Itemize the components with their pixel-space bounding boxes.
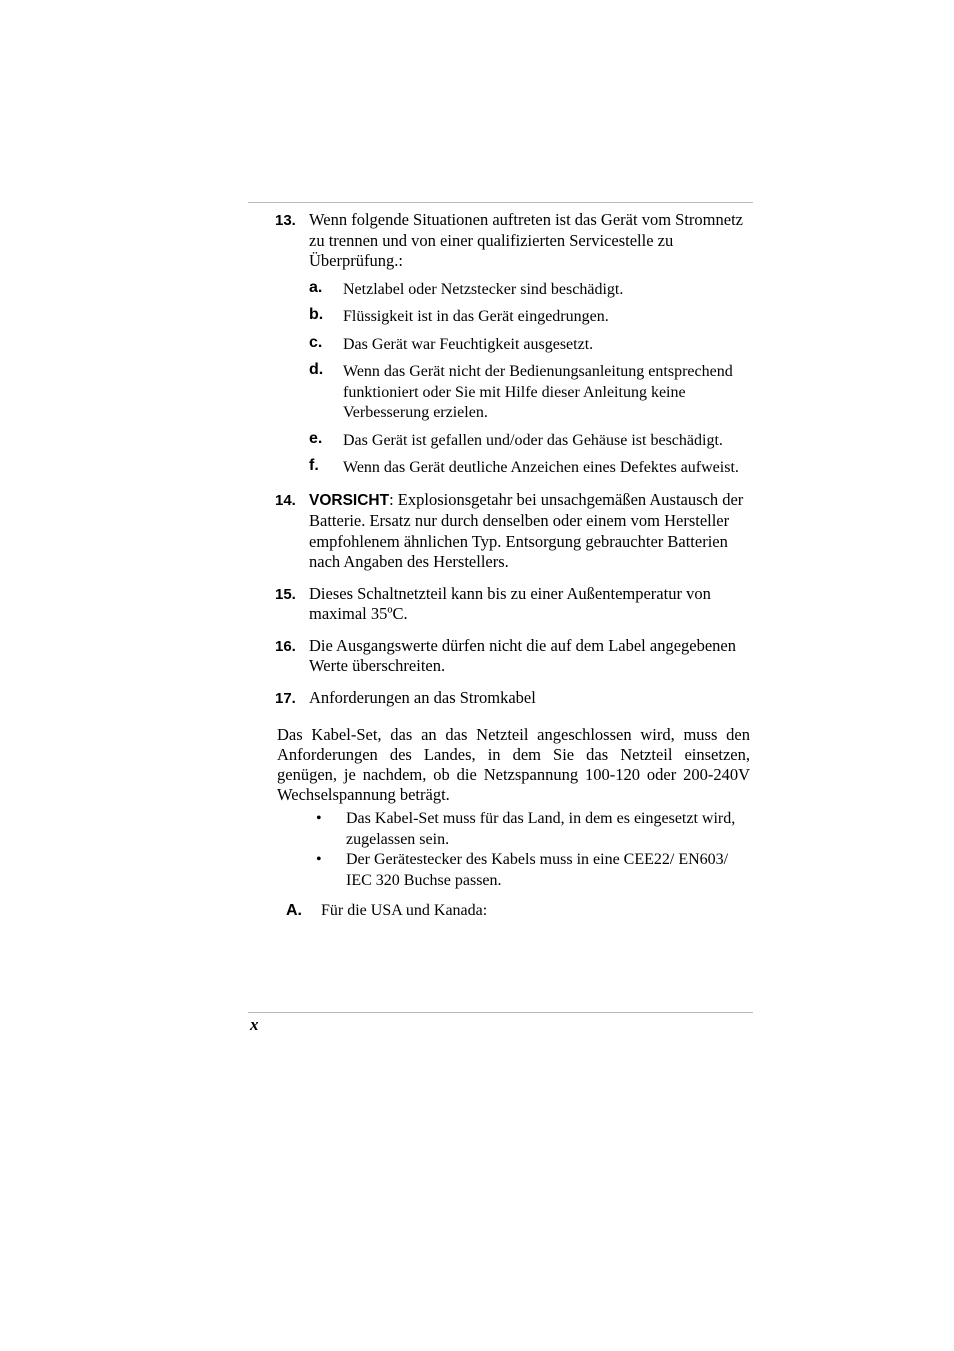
item-text bbox=[309, 490, 753, 573]
top-rule bbox=[248, 202, 753, 203]
item-text: Die Ausgangswerte dürfen nicht die auf dem Label angegebenen Werte überschreiten. bbox=[309, 635, 737, 675]
item-number: 17. bbox=[275, 689, 296, 707]
sub-item-text: Das Gerät ist gefallen und/oder das Gehäuse ist beschädigt. bbox=[343, 431, 723, 449]
bottom-rule bbox=[248, 1012, 753, 1013]
sub-item-a bbox=[309, 280, 753, 301]
sub-item-text: Wenn das Gerät nicht der Bedienungsanleitung entsprechend funktioniert oder Sie mit Hilfe dieser Anleitung keine Verbesserung erzielen. bbox=[343, 363, 733, 421]
bullet-icon: • bbox=[316, 851, 322, 868]
cable-requirements-paragraph: Das Kabel-Set, das an das Netzteil angeschlossen wird, muss den Anforderungen des Landes, in dem Sie das Netzteil einsetzen, genügen, je nachdem, ob die Netzspannung 100-120 oder 200-240V Wechselspannung beträgt. bbox=[277, 725, 750, 804]
sub-item-text: Wenn das Gerät deutliche Anzeichen eines Defektes aufweist. bbox=[343, 459, 739, 476]
item-number: 14. bbox=[275, 491, 296, 509]
item-number: 16. bbox=[275, 637, 296, 655]
warning-keyword: VORSICHT bbox=[309, 491, 390, 509]
list-item-13 bbox=[248, 210, 753, 479]
sub-item-text: Flüssigkeit ist in das Gerät eingedrungen. bbox=[343, 308, 609, 325]
sub-item-e bbox=[309, 431, 753, 452]
item-number: 13. bbox=[275, 212, 296, 229]
sub-item-f bbox=[309, 458, 753, 479]
sub-item-c bbox=[309, 335, 753, 356]
page-content bbox=[248, 210, 753, 921]
bullet-item bbox=[248, 850, 753, 891]
warning-text: : Explosionsgetahr bei unsachgemäßen Austausch der Batterie. Ersatz nur durch denselben oder einem vom Hersteller empfohlenem ähnlichen Typ. Entsorgung gebrauchter Batterien nach Angaben des Herstellers. bbox=[309, 489, 744, 571]
sub-item-letter: c. bbox=[309, 333, 323, 351]
bullet-list bbox=[248, 809, 753, 891]
bullet-text: Das Kabel-Set muss für das Land, in dem es eingesetzt wird, zugelassen sein. bbox=[346, 810, 736, 848]
sub-item-letter: f. bbox=[309, 457, 319, 474]
bullet-icon: • bbox=[316, 810, 322, 827]
item-text: Dieses Schaltnetzteil kann bis zu einer Außentemperatur von maximal 35ºC. bbox=[309, 583, 711, 623]
list-item-14 bbox=[248, 490, 753, 573]
sub-item-letter: a. bbox=[309, 278, 323, 296]
sub-item-text: Für die USA und Kanada: bbox=[321, 902, 488, 919]
sub-item-text: Das Gerät war Feuchtigkeit ausgesetzt. bbox=[343, 335, 594, 353]
sub-item-text: Netzlabel oder Netzstecker sind beschädigt. bbox=[343, 280, 624, 298]
bullet-text: Der Gerätestecker des Kabels muss in eine CEE22/ EN603/ IEC 320 Buchse passen. bbox=[346, 851, 729, 889]
sub-item-b bbox=[309, 307, 753, 328]
sub-item-d bbox=[309, 362, 753, 424]
item-text: Anforderungen an das Stromkabel bbox=[309, 687, 536, 707]
sub-list bbox=[309, 280, 753, 479]
list-item-15 bbox=[248, 584, 753, 625]
sub-item-letter: d. bbox=[309, 361, 324, 378]
item-number: 15. bbox=[275, 585, 296, 603]
item-text: Wenn folgende Situationen auftreten ist das Gerät vom Stromnetz zu trennen und von einer qualifizierten Servicestelle zu Überprüfung.: bbox=[309, 210, 743, 270]
list-item-17 bbox=[248, 688, 753, 709]
bullet-item bbox=[248, 809, 753, 850]
sub-item-letter: b. bbox=[309, 306, 324, 323]
sub-item-usa-canada bbox=[248, 901, 753, 921]
list-item-16 bbox=[248, 636, 753, 677]
sub-item-letter: A. bbox=[286, 902, 302, 919]
page-number: x bbox=[250, 1015, 259, 1034]
sub-item-letter: e. bbox=[309, 429, 323, 447]
